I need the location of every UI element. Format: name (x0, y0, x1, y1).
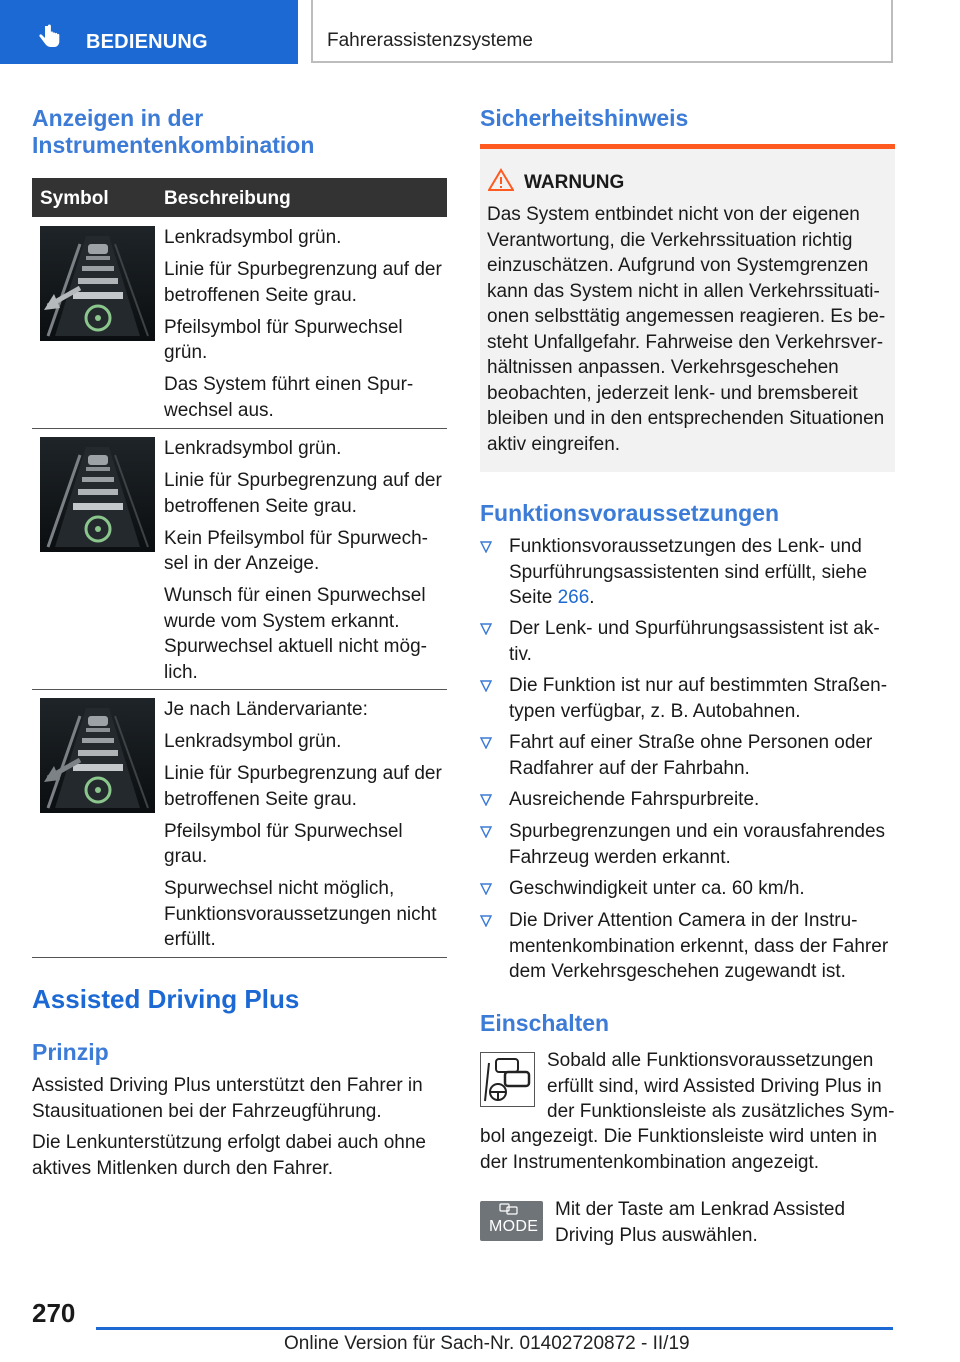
lane-change-unavailable-symbol (40, 698, 155, 813)
list-item (480, 730, 895, 782)
bullet-triangle-icon (480, 883, 492, 895)
anzeigen-heading-line2: Instrumentenkombination (32, 132, 315, 158)
column-header-symbol: Symbol (40, 188, 109, 209)
row3-line2: Lenkradsymbol grün. (164, 731, 342, 752)
bullet-text: Funktionsvoraussetzungen des Lenk- und Spurführungsassistenten sind erfüllt, siehe Seite (509, 536, 868, 608)
bullet-text: Die Driver Attention Camera in der Instru-mentenkombination erkennt, dass der Fahrer dem Verkehrsgeschehen zugewandt ist. (509, 910, 889, 982)
list-item (480, 534, 895, 612)
anzeigen-heading (32, 105, 314, 159)
column-header-beschreibung: Beschreibung (164, 188, 291, 209)
bullet-text: Der Lenk- und Spurführungsassistent ist ak-tiv. (509, 618, 880, 665)
table-row-2-description (164, 436, 447, 692)
row2-line2: Linie für Spurbegrenzung auf der betroffenen Seite grau. (164, 470, 442, 517)
bullet-text: Fahrt auf einer Straße ohne Personen oder Radfahrer auf der Fahrbahn. (509, 732, 873, 779)
bullet-text: Spurbegrenzungen und ein vorausfahrendes Fahrzeug werden erkannt. (509, 821, 886, 868)
bullet-text: Die Funktion ist nur auf bestimmten Straßen-typen verfügbar, z. B. Autobahnen. (509, 675, 888, 722)
bullet-triangle-icon (480, 737, 492, 749)
prinzip-paragraph-2: Die Lenkunterstützung erfolgt dabei auch ohne aktives Mitlenken durch den Fahrer. (32, 1132, 426, 1179)
row3-line4: Pfeilsymbol für Spurwechsel grau. (164, 820, 403, 867)
hand-icon (36, 24, 62, 50)
warning-title: WARNUNG (524, 172, 625, 193)
mode-button-label: MODE (489, 1218, 539, 1235)
list-item (480, 819, 895, 871)
section-tab-bedienung[interactable] (0, 0, 298, 64)
table-row-divider (32, 689, 447, 690)
bullet-text: Ausreichende Fahrspurbreite. (509, 789, 760, 810)
chapter-header (311, 0, 893, 63)
bullet-triangle-icon (480, 680, 492, 692)
page-link-266[interactable]: 266 (557, 587, 590, 608)
list-item (480, 908, 895, 986)
online-version-text: Online Version für Sach-Nr. 01402720872 - II/19 (284, 1333, 690, 1354)
row3-line3: Linie für Spurbegrenzung auf der betroffenen Seite grau. (164, 763, 442, 810)
row2-line3: Kein Pfeilsymbol für Spurwech-sel in der Anzeige. (164, 527, 428, 574)
assisted-driving-plus-icon (481, 1053, 534, 1106)
page-number: 270 (32, 1298, 76, 1328)
mode-instruction: Mit der Taste am Lenkrad Assisted Driving Plus auswählen. (555, 1199, 846, 1246)
sicherheitshinweis-heading: Sicherheitshinweis (480, 105, 689, 131)
table-header (32, 178, 447, 217)
list-item (480, 673, 895, 725)
row1-line4: Das System führt einen Spur-wechsel aus. (164, 374, 414, 421)
bullet-triangle-icon (480, 794, 492, 806)
row1-line3: Pfeilsymbol für Spurwechsel grün. (164, 316, 403, 363)
row1-line2: Linie für Spurbegrenzung auf der betroffenen Seite grau. (164, 259, 442, 306)
table-row-1-description (164, 225, 447, 430)
lane-change-active-icon (40, 226, 155, 341)
lane-change-recognized-symbol (40, 437, 155, 552)
einschalten-heading: Einschalten (480, 1010, 610, 1036)
prinzip-heading: Prinzip (32, 1039, 109, 1065)
footer-rule (96, 1327, 893, 1330)
row1-line1: Lenkradsymbol grün. (164, 227, 342, 248)
bullet-text: Geschwindigkeit unter ca. 60 km/h. (509, 878, 805, 899)
list-item (480, 616, 895, 668)
list-item (480, 876, 895, 902)
assisted-driving-heading: Assisted Driving Plus (32, 984, 300, 1014)
chapter-title: Fahrerassistenzsysteme (327, 30, 533, 51)
bullet-triangle-icon (480, 826, 492, 838)
section-tab-label: BEDIENUNG (86, 31, 208, 53)
funktionsvoraussetzungen-heading: Funktionsvoraussetzungen (480, 500, 780, 526)
warning-text: Das System entbindet nicht von der eigenen Verantwortung, die Verkehrssituation richtig einzuschätzen. Aufgrund von Systemgrenzen kann das System nicht in allen Verkehrssituati-onen selbsttätig angemessen reagieren. Es be-steht Unfallgefahr. Fahrweise den Verkehrsver-hältnissen anpassen. Verkehrsgeschehen beobachten, jederzeit lenk- und bremsbereit bleiben und in den entsprechenden Situationen aktiv eingreifen. (487, 204, 886, 455)
row3-line5: Spurwechsel nicht möglich, Funktionsvoraussetzungen nicht erfüllt. (164, 878, 437, 950)
row2-line4: Wunsch für einen Spurwechsel wurde vom System erkannt. Spurwechsel aktuell nicht mög-lich. (164, 585, 427, 683)
einschalten-paragraph-part1: Sobald alle Funktionsvoraussetzungen erfüllt sind, wird Assisted Driving Plus in der Funktionsleiste als zusätzliches Sym- (547, 1050, 895, 1122)
list-item (480, 787, 895, 813)
bullet-triangle-icon (480, 915, 492, 927)
table-row-divider (32, 957, 447, 958)
row3-line1: Je nach Ländervariante: (164, 699, 368, 720)
bullet-triangle-icon (480, 623, 492, 635)
bullet-triangle-icon (480, 541, 492, 553)
mode-button[interactable] (480, 1201, 543, 1241)
warning-triangle-icon (488, 168, 514, 192)
row2-line1: Lenkradsymbol grün. (164, 438, 342, 459)
bullet-suffix: . (589, 587, 595, 608)
assisted-driving-plus-symbol (480, 1052, 535, 1107)
table-row-divider (32, 428, 447, 429)
lane-change-active-symbol (40, 226, 155, 341)
lane-change-unavailable-icon (40, 698, 155, 813)
anzeigen-heading-line1: Anzeigen in der (32, 105, 204, 131)
table-row-3-description (164, 697, 447, 959)
lane-change-recognized-icon (40, 437, 155, 552)
prinzip-paragraph-1: Assisted Driving Plus unterstützt den Fahrer in Stausituationen bei der Fahrzeugführung. (32, 1075, 423, 1122)
einschalten-paragraph-part2: bol angezeigt. Die Funktionsleiste wird unten in der Instrumentenkombination angezeigt. (480, 1126, 878, 1173)
